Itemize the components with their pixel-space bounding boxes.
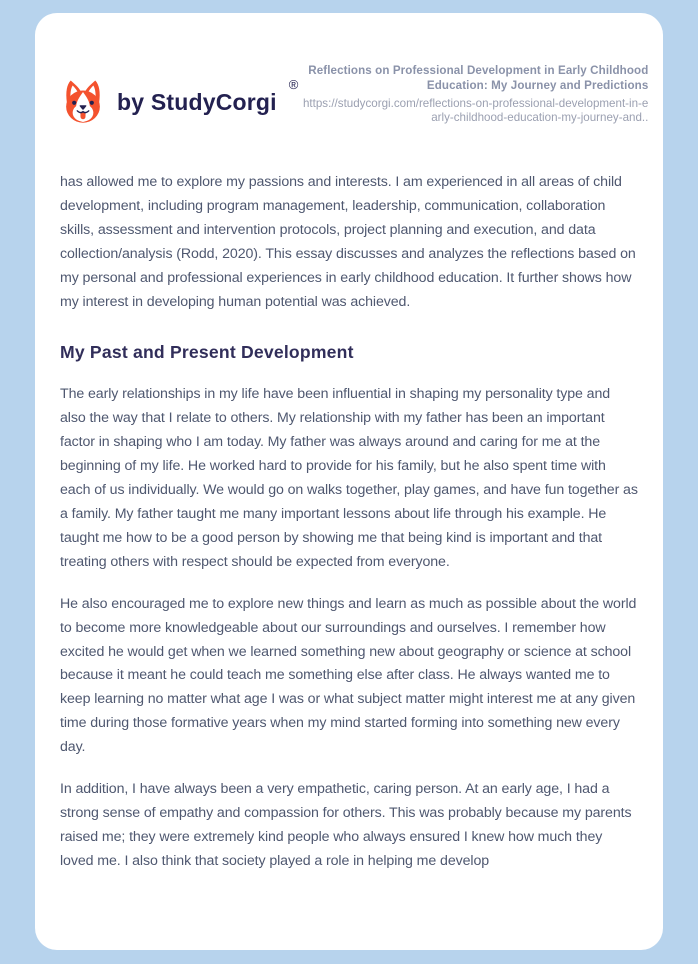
paragraph-2: He also encouraged me to explore new things and learn as much as possible about the world to become more knowledgeable about our surroundings and ourselves. I remember how excited he would get when we learned something new about geography or science at school because it meant he could teach me something else after class. He always wanted me to keep learning no matter what age I was or what subject matter might interest me at any given time during those formative years when my mind started forming into something new every day. — [60, 595, 637, 756]
paragraph-1: The early relationships in my life have been influential in shaping my personality type and also the way that I relate to others. My relationship with my father has been an important factor in shaping who I am today. My father was always around and caring for me at the beginning of my life. He worked hard to provide for his family, but he also spent time with each of us individually. We would go on walks together, play games, and have fun together as a family. My father taught me many important lessons about life through his example. He taught me how to be a good person by showing me that being kind is important and that treating others with respect should be expected from everyone. — [60, 386, 638, 570]
document-header — [60, 63, 649, 127]
corgi-icon — [60, 77, 106, 127]
registered-trademark-symbol: ® — [288, 77, 299, 92]
document-title: Reflections on Professional Development in Early Childhood Education: My Journey and Predictions — [308, 64, 649, 93]
section-heading: My Past and Present Development — [60, 342, 354, 363]
intro-paragraph: has allowed me to explore my passions and interests. I am experienced in all areas of child development, including program management, leadership, communication, collaboration skills, assessment and intervention protocols, project planning and execution, and data collection/analysis (Rodd, 2020). This essay discusses and analyzes the reflections based on my personal and professional experiences in early childhood education. It further shows how my interest in developing human potential was achieved. — [60, 174, 636, 310]
studycorgi-logo[interactable] — [60, 77, 298, 127]
document-body — [60, 171, 638, 874]
document-source-url[interactable]: https://studycorgi.com/reflections-on-professional-development-in-early-childhood-education-my-journey-and.. — [302, 96, 649, 124]
paragraph-3: In addition, I have always been a very empathetic, caring person. At an early age, I had a strong sense of empathy and compassion for others. This was probably because my parents raised me; they were extremely kind people who always ensured I knew how much they loved me. I also think that society played a role in helping me develop — [60, 781, 632, 869]
document-meta — [298, 63, 648, 124]
document-card — [35, 13, 663, 950]
logo-brand-text: by StudyCorgi — [117, 88, 277, 115]
